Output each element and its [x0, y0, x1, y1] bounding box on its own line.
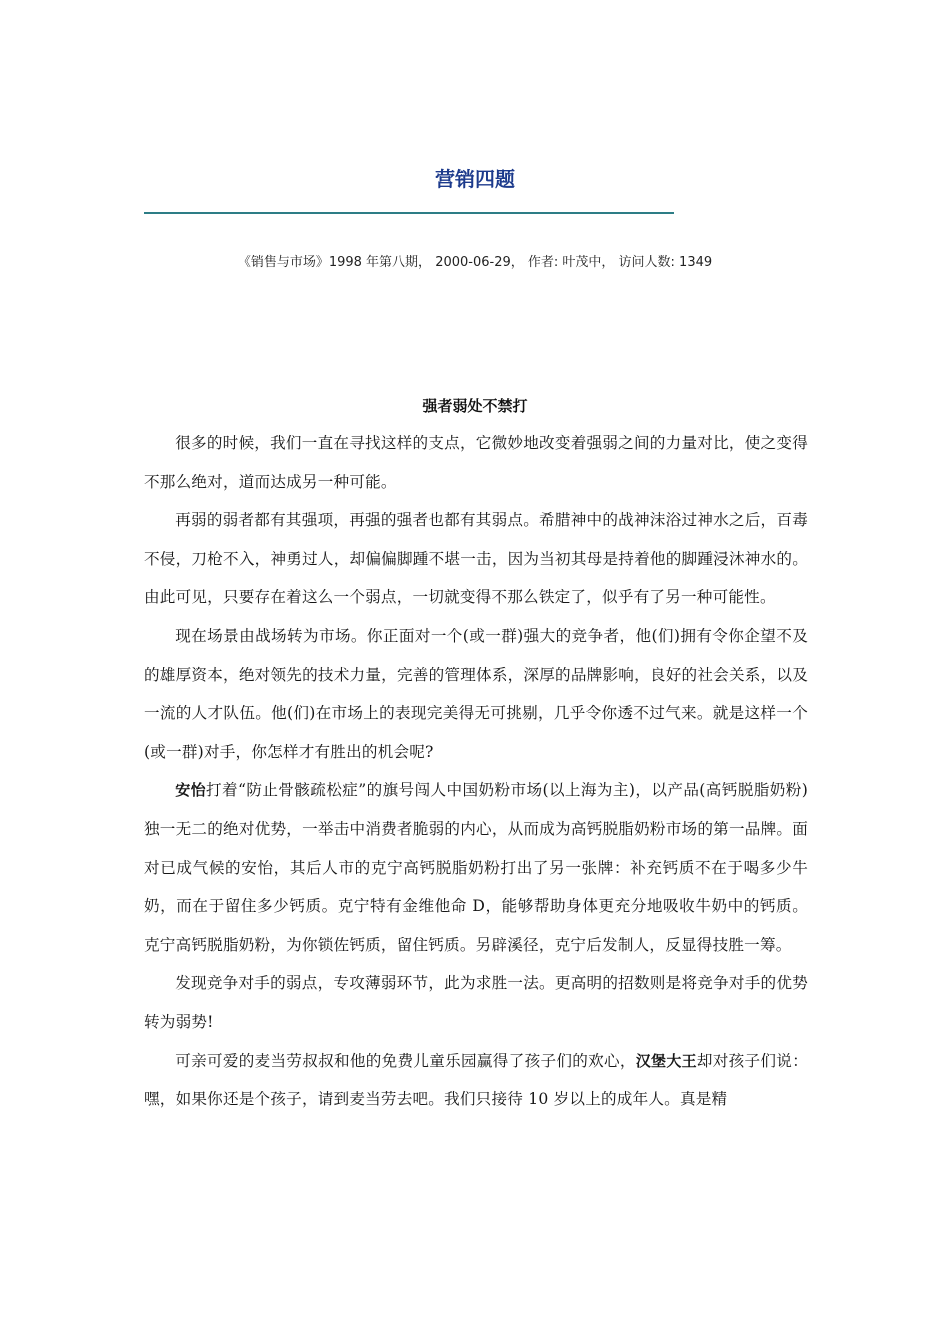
meta-visitors: 访问人数: 1349	[618, 255, 713, 270]
paragraph: 再弱的弱者都有其强项，再强的强者也都有其弱点。希腊神中的战神沫浴过神水之后，百毒不侵，刀枪不入，神勇过人，却偏偏脚踵不堪一击，因为当初其母是持着他的脚踵浸沐神水的。由此可见，只要存在着这么一个弱点，一切就变得不那么铁定了，似乎有了另一种可能性。	[144, 511, 808, 607]
page-title: 营销四题	[435, 167, 515, 191]
paragraph-text: 却对孩子们说：嘿，如果你还是个孩子，请到麦当劳去吧。我们只接待 10 岁以上的成年人。真是精	[144, 1051, 808, 1109]
paragraph: 发现竞争对手的弱点，专攻薄弱环节，此为求胜一法。更高明的招数则是将竞争对手的优势转为弱势!	[144, 974, 808, 1031]
brand-name-burger-king: 汉堡大王	[635, 1051, 697, 1070]
paragraph-text: 打着“防止骨骸疏松症”的旗号闯人中国奶粉市场(以上海为主)，以产品(高钙脱脂奶粉)独一无二的绝对优势，一举击中消费者脆弱的内心，从而成为高钙脱脂奶粉市场的第一品牌。面对已成气候的安怡，其后人市的克宁高钙脱脂奶粉打出了另一张牌：补充钙质不在于喝多少牛奶，而在于留住多少钙质。克宁特有金维他命 D，能够帮助身体更充分地吸收牛奶中的钙质。克宁高钙脱脂奶粉，为你锁佐钙质，留住钙质。另辟溪径，克宁后发制人，反显得技胜一筹。	[144, 781, 808, 954]
paragraph	[144, 1042, 808, 1119]
title-divider	[144, 212, 674, 214]
paragraph: 现在场景由战场转为市场。你正面对一个(或一群)强大的竞争者，他(们)拥有令你企望不及的雄厚资本，绝对领先的技术力量，完善的管理体系，深厚的品牌影响，良好的社会关系，以及一流的人才队伍。他(们)在市场上的表现完美得无可挑剔，几乎令你透不过气来。就是这样一个(或一群)对手，你怎样才有胜出的机会呢?	[144, 626, 808, 761]
section-heading: 强者弱处不禁打	[422, 397, 528, 415]
meta-date: 2000-06-29，	[435, 255, 524, 270]
brand-name-anyi: 安怡	[175, 781, 206, 800]
meta-source: 《销售与市场》1998 年第八期，	[237, 255, 432, 270]
paragraph	[144, 771, 808, 964]
paragraph-text: 可亲可爱的麦当劳叔叔和他的免费儿童乐园赢得了孩子们的欢心，	[175, 1051, 636, 1070]
article-meta	[0, 254, 950, 272]
article-body	[144, 424, 808, 1119]
paragraph: 很多的时候，我们一直在寻找这样的支点，它微妙地改变着强弱之间的力量对比，使之变得不那么绝对，道而达成另一种可能。	[144, 434, 808, 491]
meta-author: 作者: 叶茂中，	[527, 255, 615, 270]
